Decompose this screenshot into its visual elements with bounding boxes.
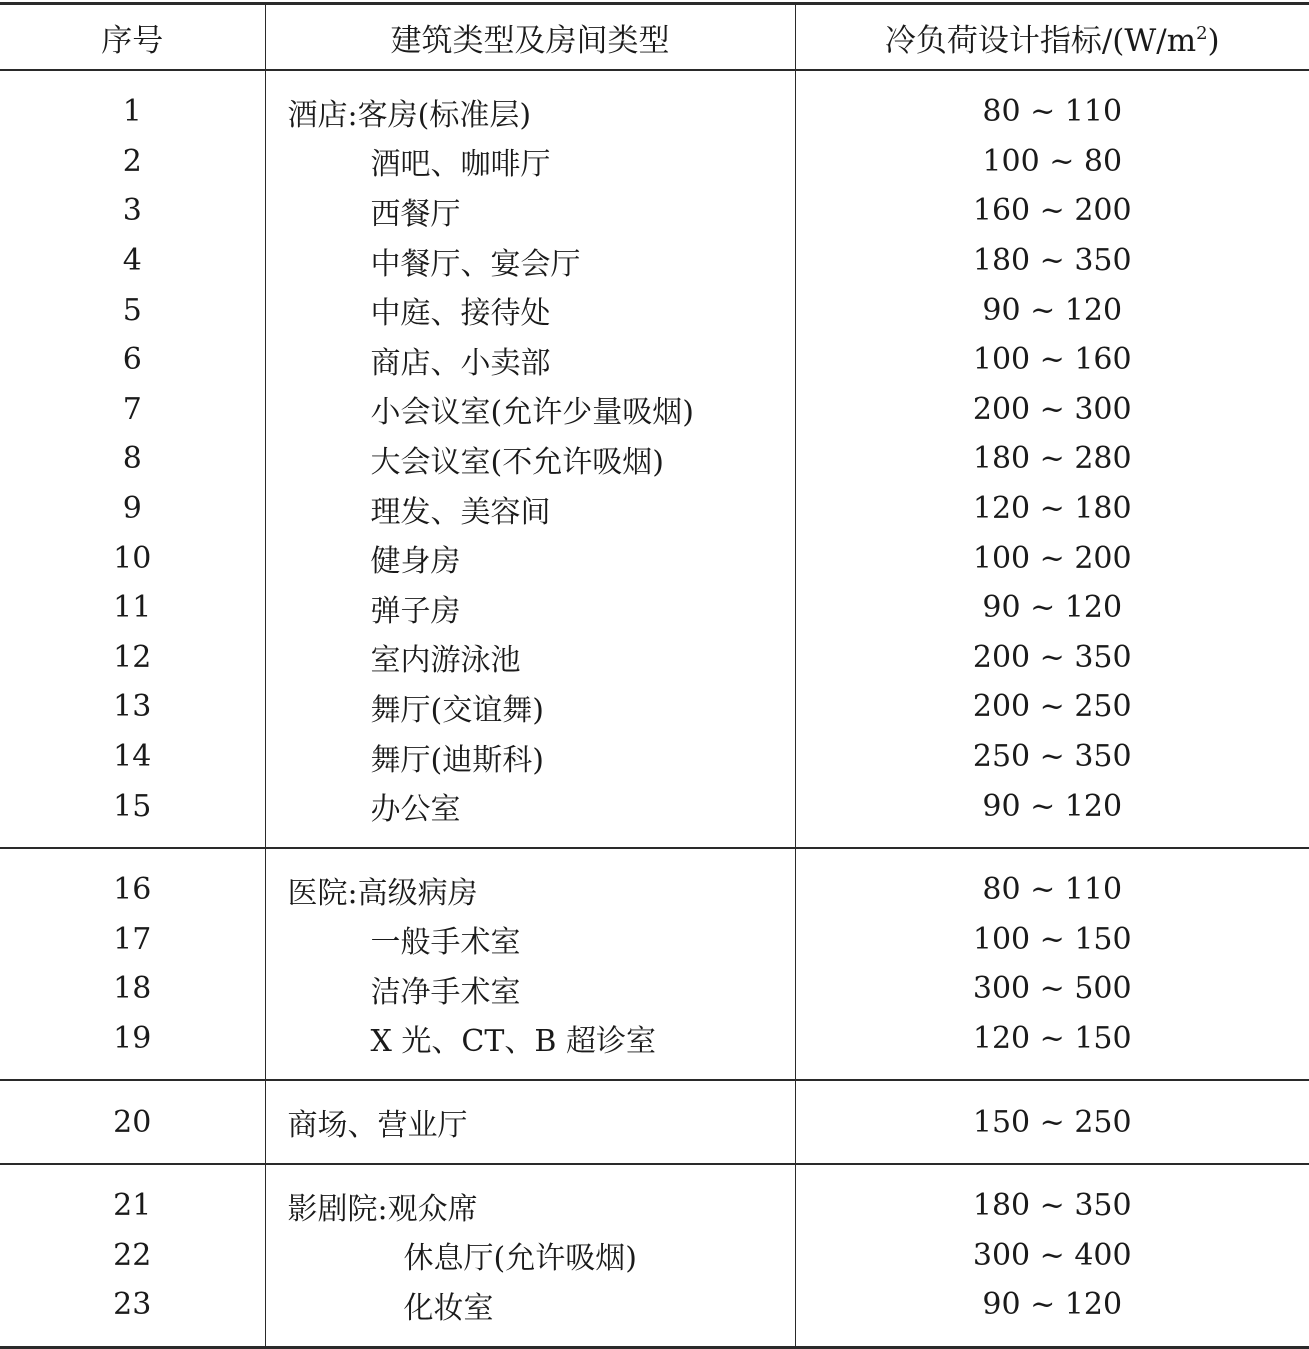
table-row [0,682,1309,732]
group-mall [0,1080,1309,1164]
group-hospital [0,848,1309,1080]
row-index-cell: 18 [0,964,265,1014]
room-type-text: 一般手术室 [370,925,521,961]
table-row [0,964,1309,1014]
table-row [0,732,1309,782]
room-type-text: 商店、小卖部 [370,345,551,381]
header-building-room-type: 建筑类型及房间类型 [265,4,795,71]
room-type-text: 舞厅(迪斯科) [370,742,544,778]
table-row [0,1280,1309,1347]
room-type-text: X 光、CT、B 超诊室 [370,1024,656,1060]
cooling-load-value-cell: 150 ~ 250 [972,1104,1132,1140]
room-type-text: 化妆室 [403,1290,494,1326]
row-index-cell: 16 [0,848,265,915]
row-index-cell: 23 [0,1280,265,1347]
table-row [0,1080,1309,1164]
row-index-cell: 19 [0,1014,265,1081]
row-index-cell: 15 [0,781,265,848]
room-type-cell [265,285,795,335]
cooling-load-value-cell: 200 ~ 250 [972,689,1132,725]
room-type-cell [265,70,795,137]
cooling-load-value-cell: 100 ~ 150 [972,921,1132,957]
room-type-text: 大会议室(不允许吸烟) [370,444,664,480]
cooling-load-value-cell: 90 ~ 120 [982,788,1123,824]
room-type-text: 健身房 [370,544,461,580]
room-type-cell [265,732,795,782]
room-type-text: 观众席 [387,1191,478,1227]
row-index-cell: 4 [0,236,265,286]
header-index: 序号 [0,4,265,71]
room-type-text: 理发、美容间 [370,494,551,530]
room-type-cell [265,781,795,848]
cooling-load-value-cell: 120 ~ 180 [972,491,1132,527]
table-row [0,335,1309,385]
room-type-cell [265,964,795,1014]
row-index-cell: 17 [0,915,265,965]
cooling-load-value-cell: 120 ~ 150 [972,1020,1132,1056]
building-type-label: 酒店: [287,97,358,133]
room-type-text: 办公室 [370,792,461,828]
table-row [0,70,1309,137]
table-row [0,633,1309,683]
cooling-load-value-cell: 300 ~ 500 [972,971,1132,1007]
room-type-cell [265,1230,795,1280]
row-index-cell: 10 [0,533,265,583]
table-row [0,236,1309,286]
cooling-load-value-cell: 300 ~ 400 [972,1237,1132,1273]
room-type-cell [265,335,795,385]
table-header [0,4,1309,71]
room-type-text: 洁净手术室 [370,974,521,1010]
table-row [0,285,1309,335]
row-index-cell: 13 [0,682,265,732]
table-row [0,781,1309,848]
room-type-cell [265,915,795,965]
row-index-cell: 5 [0,285,265,335]
row-index-cell: 14 [0,732,265,782]
table-row [0,484,1309,534]
room-type-cell [265,682,795,732]
table-row [0,186,1309,236]
group-theater [0,1164,1309,1347]
room-type-text: 高级病房 [357,875,478,911]
room-type-cell [265,1164,795,1231]
row-index-cell: 6 [0,335,265,385]
room-type-cell [265,533,795,583]
cooling-load-value-cell: 80 ~ 110 [982,872,1123,908]
table-row [0,583,1309,633]
header-cooling-load-text: 冷负荷设计指标/(W/m [884,22,1197,59]
table-row [0,1164,1309,1231]
room-type-text: 商场、营业厅 [287,1108,468,1144]
room-type-cell [265,236,795,286]
room-type-cell [265,434,795,484]
room-type-text: 小会议室(允许少量吸烟) [370,395,694,431]
cooling-load-value-cell: 200 ~ 300 [972,391,1132,427]
room-type-cell [265,137,795,187]
cooling-load-value-cell: 250 ~ 350 [972,739,1132,775]
row-index-cell: 22 [0,1230,265,1280]
room-type-text: 舞厅(交谊舞) [370,692,544,728]
room-type-text: 西餐厅 [370,196,461,232]
room-type-text: 中庭、接待处 [370,296,551,332]
room-type-text: 室内游泳池 [370,643,521,679]
room-type-cell [265,484,795,534]
cooling-load-value-cell: 180 ~ 350 [972,1188,1132,1224]
room-type-cell [265,1080,795,1164]
table-row [0,434,1309,484]
header-unit-close: ) [1207,22,1220,59]
cooling-load-value-cell: 90 ~ 120 [982,292,1123,328]
cooling-load-value-cell: 160 ~ 200 [972,193,1132,229]
header-cooling-load-index [795,4,1309,71]
row-index-cell: 2 [0,137,265,187]
room-type-text: 休息厅(允许吸烟) [403,1241,637,1277]
table-row [0,1230,1309,1280]
building-type-label: 影剧院: [287,1191,388,1227]
room-type-text: 客房(标准层) [357,97,532,133]
table-row [0,1014,1309,1081]
cooling-load-value-cell: 100 ~ 160 [972,342,1132,378]
cooling-load-value-cell: 90 ~ 120 [982,590,1123,626]
cooling-load-value-cell: 80 ~ 110 [982,94,1123,130]
cooling-load-value-cell: 180 ~ 280 [972,441,1132,477]
room-type-cell [265,1014,795,1081]
room-type-text: 中餐厅、宴会厅 [370,246,581,282]
table-row [0,533,1309,583]
table-row [0,137,1309,187]
room-type-cell [265,385,795,435]
room-type-cell [265,848,795,915]
row-index-cell: 21 [0,1164,265,1231]
row-index-cell: 11 [0,583,265,633]
row-index-cell: 12 [0,633,265,683]
row-index-cell: 20 [0,1080,265,1164]
building-type-label: 医院: [287,875,358,911]
row-index-cell: 9 [0,484,265,534]
group-hotel [0,70,1309,848]
table-row [0,915,1309,965]
room-type-cell [265,583,795,633]
row-index-cell: 3 [0,186,265,236]
cooling-load-value-cell: 200 ~ 350 [972,639,1132,675]
room-type-cell [265,633,795,683]
room-type-text: 弹子房 [370,593,461,629]
table-row [0,385,1309,435]
room-type-cell [265,186,795,236]
cooling-load-value-cell: 180 ~ 350 [972,243,1132,279]
room-type-cell [265,1280,795,1347]
row-index-cell: 1 [0,70,265,137]
row-index-cell: 7 [0,385,265,435]
table-row [0,848,1309,915]
cooling-load-value-cell: 100 ~ 200 [972,540,1132,576]
header-row [0,4,1309,71]
header-unit-superscript: 2 [1196,22,1208,44]
cooling-load-value-cell: 90 ~ 120 [982,1287,1123,1323]
cooling-load-value-cell: 100 ~ 80 [982,143,1123,179]
row-index-cell: 8 [0,434,265,484]
room-type-text: 酒吧、咖啡厅 [370,147,551,183]
cooling-load-table [0,2,1309,1349]
